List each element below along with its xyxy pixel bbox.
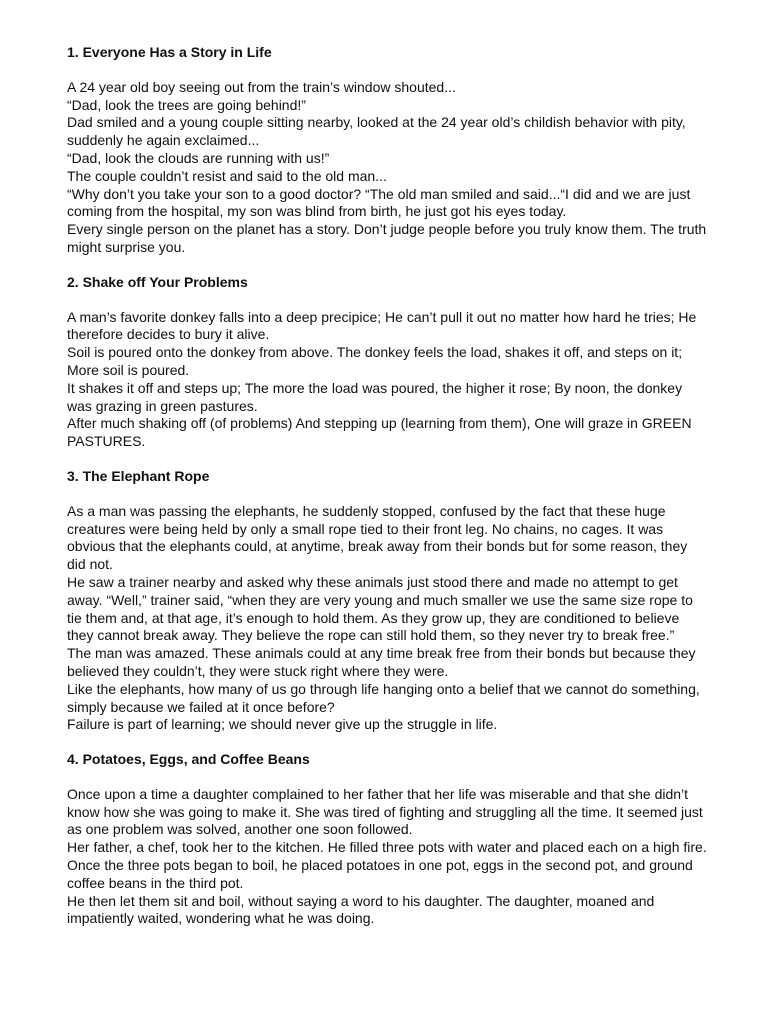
story-paragraph: Dad smiled and a young couple sitting nearby, looked at the 24 year old’s childish behavior with pity, suddenly he again exclaimed... [67,114,686,149]
story-title: 3. The Elephant Rope [67,467,210,484]
story-potatoes-eggs-coffee-beans [67,751,707,928]
story-paragraph: The man was amazed. These animals could at any time break free from their bonds but because they believed they couldn’t, they were stuck right where they were. [67,645,696,679]
story-paragraph: After much shaking off (of problems) And stepping up (learning from them), One will graze in GREEN PASTURES. [67,415,692,450]
story-paragraph: A 24 year old boy seeing out from the train’s window shouted... [67,78,456,95]
story-title: 1. Everyone Has a Story in Life [67,44,272,60]
story-paragraph: Once upon a time a daughter complained to her father that her life was miserable and that she didn’t know how she was going to make it. She was tired of fighting and struggling all the time. It seemed just as one problem was solved, another one soon followed. [67,785,703,838]
story-paragraph: “Why don’t you take your son to a good doctor? “The old man smiled and said...“I did and we are just coming from the hospital, my son was blind from birth, he just got his eyes today. [67,185,691,220]
story-paragraph: The couple couldn’t resist and said to the old man... [67,167,387,184]
story-paragraph: Like the elephants, how many of us go through life hanging onto a belief that we cannot do something, simply because we failed at it once before? [67,680,700,715]
story-the-elephant-rope [67,468,707,734]
story-title: 4. Potatoes, Eggs, and Coffee Beans [67,751,310,768]
story-paragraph: A man’s favorite donkey falls into a deep precipice; He can’t pull it out no matter how hard he tries; He therefore decides to bury it alive. [67,308,697,343]
story-paragraph: Soil is poured onto the donkey from above. The donkey feels the load, shakes it off, and steps on it; More soil is poured. [67,344,683,378]
document-page [67,44,707,928]
story-paragraph: As a man was passing the elephants, he suddenly stopped, confused by the fact that these huge creatures were being held by only a small rope tied to their front leg. No chains, no cages. It was obvious that the elephants could, at anytime, break away from their bonds but for some reason, they did not. [67,502,688,573]
story-paragraph: Every single person on the planet has a story. Don’t judge people before you truly know them. The truth might surprise you. [67,221,707,255]
story-paragraph: It shakes it off and steps up; The more the load was poured, the higher it rose; By noon, the donkey was grazing in green pastures. [67,379,683,414]
story-paragraph: He then let them sit and boil, without saying a word to his daughter. The daughter, moaned and impatiently waited, wondering what he was doing. [67,892,655,927]
story-paragraph: “Dad, look the trees are going behind!” [67,96,306,113]
story-paragraph: “Dad, look the clouds are running with us!” [67,149,330,166]
story-paragraph: Failure is part of learning; we should never give up the struggle in life. [67,716,498,733]
story-paragraph: He saw a trainer nearby and asked why these animals just stood there and made no attempt to get away. “Well,” trainer said, “when they are very young and much smaller we use the same size rope to tie them and, at that age, it’s enough to hold them. As they grow up, they are conditioned to believe they cannot break away. They believe the rope can still hold them, so they never try to break free.” [67,573,693,644]
story-paragraph: Her father, a chef, took her to the kitchen. He filled three pots with water and placed each on a high fire. Once the three pots began to boil, he placed potatoes in one pot, eggs in the second pot, and ground coffee beans in the third pot. [67,839,707,891]
story-title: 2. Shake off Your Problems [67,273,248,290]
story-shake-off-your-problems [67,274,707,451]
story-everyone-has-a-story [67,44,707,257]
